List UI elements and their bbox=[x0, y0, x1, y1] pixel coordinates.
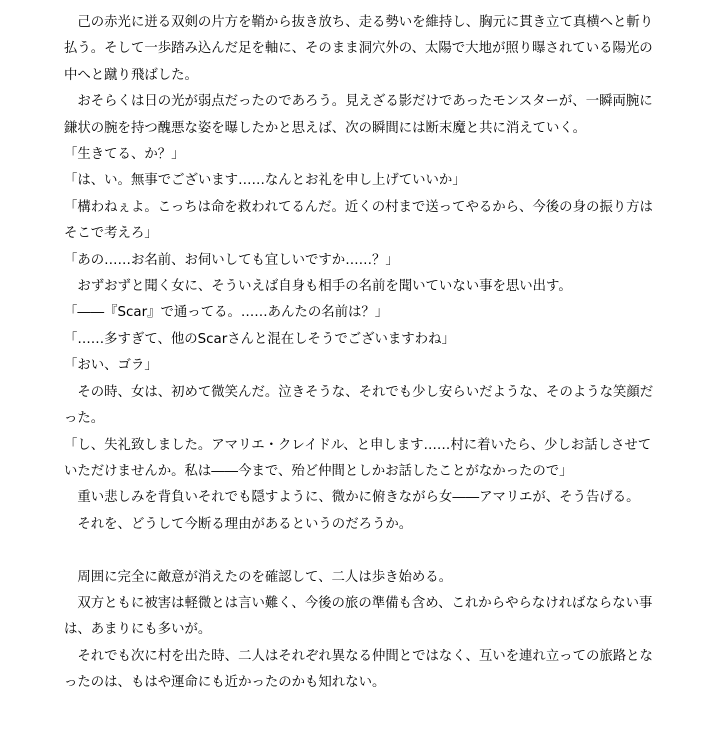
paragraph-9: それでも次に村を出た時、二人はそれぞれ異なる仲間とではなく、互いを連れ立っての旅路となったのは、もはや運命にも近かったのかも知れない。 bbox=[64, 648, 653, 691]
dialogue-line-6: 「……多すぎて、他のScarさんと混在しそうでございますわね」 bbox=[64, 331, 455, 347]
paragraph-7: 周囲に完全に敵意が消えたのを確認して、二人は歩き始める。 bbox=[64, 569, 453, 585]
paragraph-3: おずおずと聞く女に、そういえば自身も相手の名前を聞いていない事を思い出す。 bbox=[64, 279, 572, 295]
paragraph-8: 双方ともに被害は軽微とは言い難く、今後の旅の準備も含め、これからやらなければならない事は、あまりにも多いが。 bbox=[64, 595, 653, 638]
paragraph-6: それを、どうして今断る理由があるというのだろうか。 bbox=[64, 516, 413, 532]
paragraph-1: 己の赤光に迸る双剣の片方を鞘から抜き放ち、走る勢いを維持し、胸元に貫き立て真横へと斬り払う。そして一歩踏み込んだ足を軸に、そのまま洞穴外の、太陽で大地が照り曝されている陽光の中へと蹴り飛ばした。 bbox=[64, 15, 654, 83]
dialogue-line-1: 「生きてる、か？」 bbox=[64, 147, 185, 163]
dialogue-line-2: 「は、い。無事でございます……なんとお礼を申し上げていいか」 bbox=[64, 173, 466, 189]
dialogue-line-8: 「し、失礼致しました。アマリエ・クレイドル、と申します……村に着いたら、少しお話しさせていただけませんか。私は――今まで、殆ど仲間としかお話したことがなかったので」 bbox=[64, 437, 652, 479]
paragraph-5: 重い悲しみを背負いそれでも隠すように、微かに俯きながら女――アマリエが、そう告げる。 bbox=[64, 490, 640, 506]
paragraph-2: おそらくは日の光が弱点だったのであろう。見えざる影だけであったモンスターが、一瞬両腕に鎌状の腕を持つ醜悪な姿を曝したかと思えば、次の瞬間には断末魔と共に消えていく。 bbox=[64, 94, 653, 136]
dialogue-line-5: 「――『Scar』で通ってる。……あんたの名前は？」 bbox=[64, 305, 389, 321]
dialogue-line-3: 「構わねぇよ。こっちは命を救われてるんだ。近くの村まで送ってやるから、今後の身の振り方はそこで考えろ」 bbox=[64, 199, 653, 242]
dialogue-line-7: 「おい、ゴラ」 bbox=[64, 358, 158, 374]
dialogue-line-4: 「あの……お名前、お伺いしても宜しいですか……？」 bbox=[64, 252, 399, 268]
paragraph-4: その時、女は、初めて微笑んだ。泣きそうな、それでも少し安らいだような、そのような笑顔だった。 bbox=[64, 384, 654, 427]
blank-line bbox=[64, 538, 664, 564]
document-body bbox=[64, 10, 664, 697]
